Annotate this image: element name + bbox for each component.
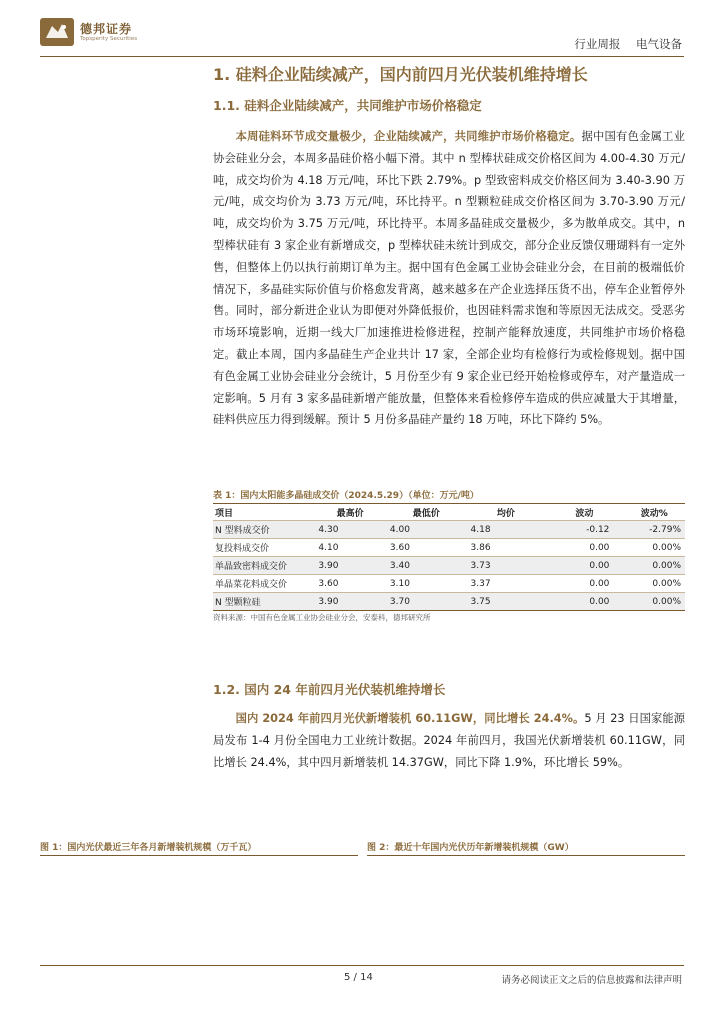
table-1-title: 表 1：国内太阳能多晶硅成交价（2024.5.29）（单位：万元/吨） — [213, 491, 479, 501]
table-header-row — [213, 504, 685, 521]
table-cell: 0.00% — [623, 557, 685, 575]
col-header-item: 项目 — [215, 508, 234, 519]
brand-name: 德邦证券 — [80, 22, 133, 36]
section-1-1-lead: 本周硅料环节成交量极少，企业陆续减产，共同维护市场价格稳定。 — [235, 130, 582, 143]
table-cell: 0.00 — [545, 593, 623, 611]
page-number: 5 / 14 — [344, 972, 373, 983]
table-cell: 0.00% — [623, 575, 685, 593]
report-type: 行业周报 — [574, 37, 621, 51]
col-header-avg: 均价 — [496, 508, 515, 519]
table-cell: 复投料成交价 — [213, 539, 314, 557]
table-cell: 0.00% — [623, 593, 685, 611]
table-row — [213, 593, 685, 611]
section-1-2-lead: 国内 2024 年前四月光伏新增装机 60.11GW，同比增长 24.4%。 — [235, 712, 585, 725]
figure-1-divider — [40, 855, 358, 856]
figure-2-divider — [367, 855, 685, 856]
table-cell: 3.75 — [467, 593, 546, 611]
figure-1-title: 图 1：国内光伏最近三年各月新增装机规模（万千瓦） — [40, 843, 257, 853]
section-1-1-paragraph — [213, 126, 685, 431]
section-1-heading: 1. 硅料企业陆续减产，国内前四月光伏装机维持增长 — [213, 65, 588, 84]
table-1-source: 资料来源：中国有色金属工业协会硅业分会，安泰科，德邦研究所 — [213, 613, 431, 622]
section-1-2-paragraph — [213, 708, 685, 773]
table-cell: -2.79% — [623, 521, 685, 539]
table-cell: 单晶致密料成交价 — [213, 557, 314, 575]
price-table — [213, 504, 685, 610]
table-cell: 4.30 — [314, 521, 385, 539]
table-cell: 3.10 — [386, 575, 467, 593]
header-meta — [574, 36, 682, 52]
table-cell: 3.90 — [314, 593, 385, 611]
table-cell: 3.60 — [386, 539, 467, 557]
table-cell: 3.60 — [314, 575, 385, 593]
footer-divider — [40, 965, 684, 966]
table-cell: 0.00% — [623, 539, 685, 557]
section-1-2-heading: 1.2. 国内 24 年前四月光伏装机维持增长 — [213, 682, 446, 697]
table-cell: 3.37 — [467, 575, 546, 593]
table-cell: 单晶菜花料成交价 — [213, 575, 314, 593]
table-cell: 3.90 — [314, 557, 385, 575]
table-cell: -0.12 — [545, 521, 623, 539]
col-header-change-pct: 波动% — [640, 508, 668, 519]
section-1-1-heading: 1.1. 硅料企业陆续减产，共同维护市场价格稳定 — [213, 98, 482, 113]
header-divider — [40, 56, 684, 57]
section-1-1-body: 据中国有色金属工业协会硅业分会，本周多晶硅价格小幅下滑。其中 n 型棒状硅成交价格区间为 4.00-4.30 万元/吨，成交均价为 4.18 万元/吨，环比下跌 2.79%。p 型致密料成交价格区间为 3.40-3.90 万元/吨，成交均价为 3.73 万元/吨，环比持平。n 型颗粒硅成交价格区间为 3.70-3.90 万元/吨，成交均价为 3.75 万元/吨，环比持平。本周多晶硅成交量极少，多为散单成交。其中，n 型棒状硅有 3 家企业有新增成交，p 型棒状硅未统计到成交，部分企业反馈仅珊瑚料有一定外售，但整体上仍以执行前期订单为主。据中国有色金属工业协会硅业分会，在目前的极端低价情况下，多晶硅实际价值与价格愈发背离，越来越多在产企业选择压货不出，停车企业暂停外售。同时，部分新进企业认为即便对外降低报价，也因硅料需求饱和等原因无法成交。受恶劣市场环境影响，近期一线大厂加速推进检修进程，控制产能释放速度，共同维护市场价格稳定。截止本周，国内多晶硅生产企业共计 17 家，全部企业均有检修行为或检修规划。据中国有色金属工业协会硅业分会统计，5 月份至少有 9 家企业已经开始检修或停车，对产量造成一定影响。5 月有 3 家多晶硅新增产能放量，但整体来看检修停车造成的供应减量大于其增量，硅料供应压力得到缓解。预计 5 月份多晶硅产量约 18 万吨，环比下降约 5%。 — [213, 130, 685, 427]
table-cell: 0.00 — [545, 575, 623, 593]
col-header-low: 最低价 — [412, 508, 440, 519]
col-header-high: 最高价 — [336, 508, 364, 519]
table-cell: 3.70 — [386, 593, 467, 611]
brand-logo — [40, 18, 140, 46]
table-cell: 3.86 — [467, 539, 546, 557]
table-cell: 0.00 — [545, 539, 623, 557]
brand-subtitle: Topsperity Securities — [80, 36, 138, 42]
table-row — [213, 539, 685, 557]
table-row — [213, 521, 685, 539]
table-cell: 4.10 — [314, 539, 385, 557]
footer-disclaimer: 请务必阅读正文之后的信息披露和法律声明 — [501, 975, 682, 986]
table-cell: N 型料成交价 — [213, 521, 314, 539]
figure-2-title: 图 2：最近十年国内光伏历年新增装机规模（GW） — [367, 843, 574, 853]
table-cell: 4.18 — [467, 521, 546, 539]
table-row — [213, 557, 685, 575]
table-cell: N 型颗粒硅 — [213, 593, 314, 611]
section-1-2-body: 5 月 23 日国家能源局发布 1-4 月份全国电力工业统计数据。2024 年前四月，我国光伏新增装机 60.11GW，同比增长 24.4%，其中四月新增装机 14.37GW，同比下降 1.9%，环比增长 59%。 — [213, 712, 685, 769]
sector-label: 电气设备 — [636, 37, 682, 51]
table-cell: 0.00 — [545, 557, 623, 575]
col-header-change: 波动 — [575, 508, 594, 519]
table-cell: 4.00 — [386, 521, 467, 539]
table-1 — [213, 503, 685, 611]
brand-mark-icon — [40, 18, 74, 46]
table-row — [213, 575, 685, 593]
table-cell: 3.73 — [467, 557, 546, 575]
table-cell: 3.40 — [386, 557, 467, 575]
